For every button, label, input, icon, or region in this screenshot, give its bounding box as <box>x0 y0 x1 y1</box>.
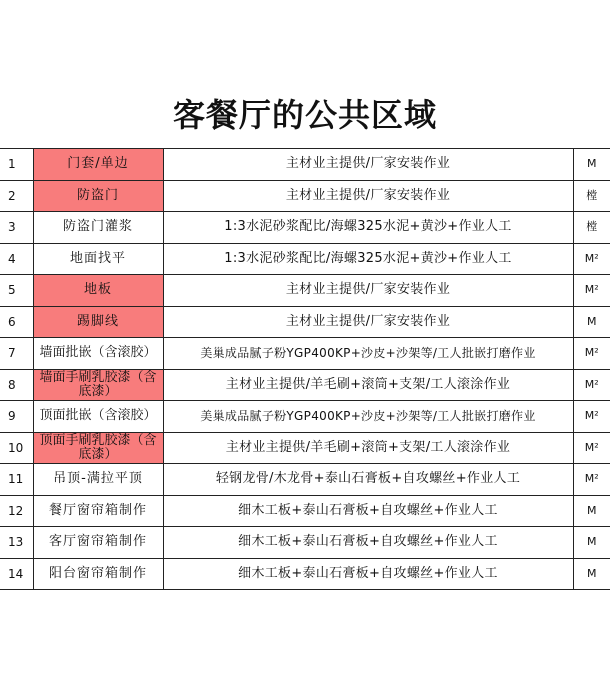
item-description: 细木工板+泰山石膏板+自攻螺丝+作业人工 <box>163 495 573 527</box>
table-row <box>0 432 610 464</box>
item-unit: 樘 <box>573 180 610 212</box>
item-name: 顶面手刷乳胶漆（含底漆） <box>33 432 163 464</box>
item-name: 吊顶-满拉平顶 <box>33 464 163 496</box>
item-unit: M <box>573 149 610 181</box>
item-description: 主材业主提供/厂家安装作业 <box>163 306 573 338</box>
table-row <box>0 338 610 370</box>
row-number: 12 <box>0 495 33 527</box>
item-name: 防盗门 <box>33 180 163 212</box>
item-description: 主材业主提供/羊毛刷+滚筒+支架/工人滚涂作业 <box>163 369 573 401</box>
item-unit: M <box>573 306 610 338</box>
table-row <box>0 527 610 559</box>
table-row <box>0 401 610 433</box>
item-description: 主材业主提供/羊毛刷+滚筒+支架/工人滚涂作业 <box>163 432 573 464</box>
item-unit: M <box>573 558 610 590</box>
table-row <box>0 212 610 244</box>
item-description: 细木工板+泰山石膏板+自攻螺丝+作业人工 <box>163 558 573 590</box>
item-name: 地面找平 <box>33 243 163 275</box>
row-number: 6 <box>0 306 33 338</box>
table-row <box>0 369 610 401</box>
item-unit: M <box>573 527 610 559</box>
item-unit: M² <box>573 275 610 307</box>
row-number: 11 <box>0 464 33 496</box>
item-name: 防盗门灌浆 <box>33 212 163 244</box>
item-unit: M² <box>573 401 610 433</box>
item-description: 美巢成品腻子粉YGP400KP+沙皮+沙架等/工人批嵌打磨作业 <box>163 338 573 370</box>
item-name: 踢脚线 <box>33 306 163 338</box>
item-name: 地板 <box>33 275 163 307</box>
table-row <box>0 464 610 496</box>
row-number: 1 <box>0 149 33 181</box>
item-description: 1:3水泥砂浆配比/海螺325水泥+黄沙+作业人工 <box>163 212 573 244</box>
item-description: 美巢成品腻子粉YGP400KP+沙皮+沙架等/工人批嵌打磨作业 <box>163 401 573 433</box>
row-number: 4 <box>0 243 33 275</box>
item-unit: M² <box>573 338 610 370</box>
item-name: 门套/单边 <box>33 149 163 181</box>
item-description: 细木工板+泰山石膏板+自攻螺丝+作业人工 <box>163 527 573 559</box>
item-name: 客厅窗帘箱制作 <box>33 527 163 559</box>
item-description: 1:3水泥砂浆配比/海螺325水泥+黄沙+作业人工 <box>163 243 573 275</box>
item-description: 主材业主提供/厂家安装作业 <box>163 275 573 307</box>
row-number: 14 <box>0 558 33 590</box>
table-row <box>0 275 610 307</box>
item-name: 墙面批嵌（含滚胶） <box>33 338 163 370</box>
row-number: 8 <box>0 369 33 401</box>
item-name: 阳台窗帘箱制作 <box>33 558 163 590</box>
row-number: 13 <box>0 527 33 559</box>
row-number: 2 <box>0 180 33 212</box>
table-row <box>0 243 610 275</box>
item-description: 轻钢龙骨/木龙骨+泰山石膏板+自攻螺丝+作业人工 <box>163 464 573 496</box>
item-unit: M <box>573 495 610 527</box>
row-number: 5 <box>0 275 33 307</box>
item-unit: 樘 <box>573 212 610 244</box>
row-number: 10 <box>0 432 33 464</box>
table-row <box>0 495 610 527</box>
quote-table <box>0 148 610 590</box>
row-number: 7 <box>0 338 33 370</box>
item-unit: M² <box>573 464 610 496</box>
table-row <box>0 306 610 338</box>
item-description: 主材业主提供/厂家安装作业 <box>163 180 573 212</box>
item-name: 顶面批嵌（含滚胶） <box>33 401 163 433</box>
row-number: 9 <box>0 401 33 433</box>
table-row <box>0 149 610 181</box>
table-row <box>0 558 610 590</box>
item-description: 主材业主提供/厂家安装作业 <box>163 149 573 181</box>
item-name: 墙面手刷乳胶漆（含底漆） <box>33 369 163 401</box>
item-unit: M² <box>573 369 610 401</box>
item-name: 餐厅窗帘箱制作 <box>33 495 163 527</box>
page-title: 客餐厅的公共区域 <box>172 96 437 134</box>
table-row <box>0 180 610 212</box>
row-number: 3 <box>0 212 33 244</box>
item-unit: M² <box>573 243 610 275</box>
item-unit: M² <box>573 432 610 464</box>
